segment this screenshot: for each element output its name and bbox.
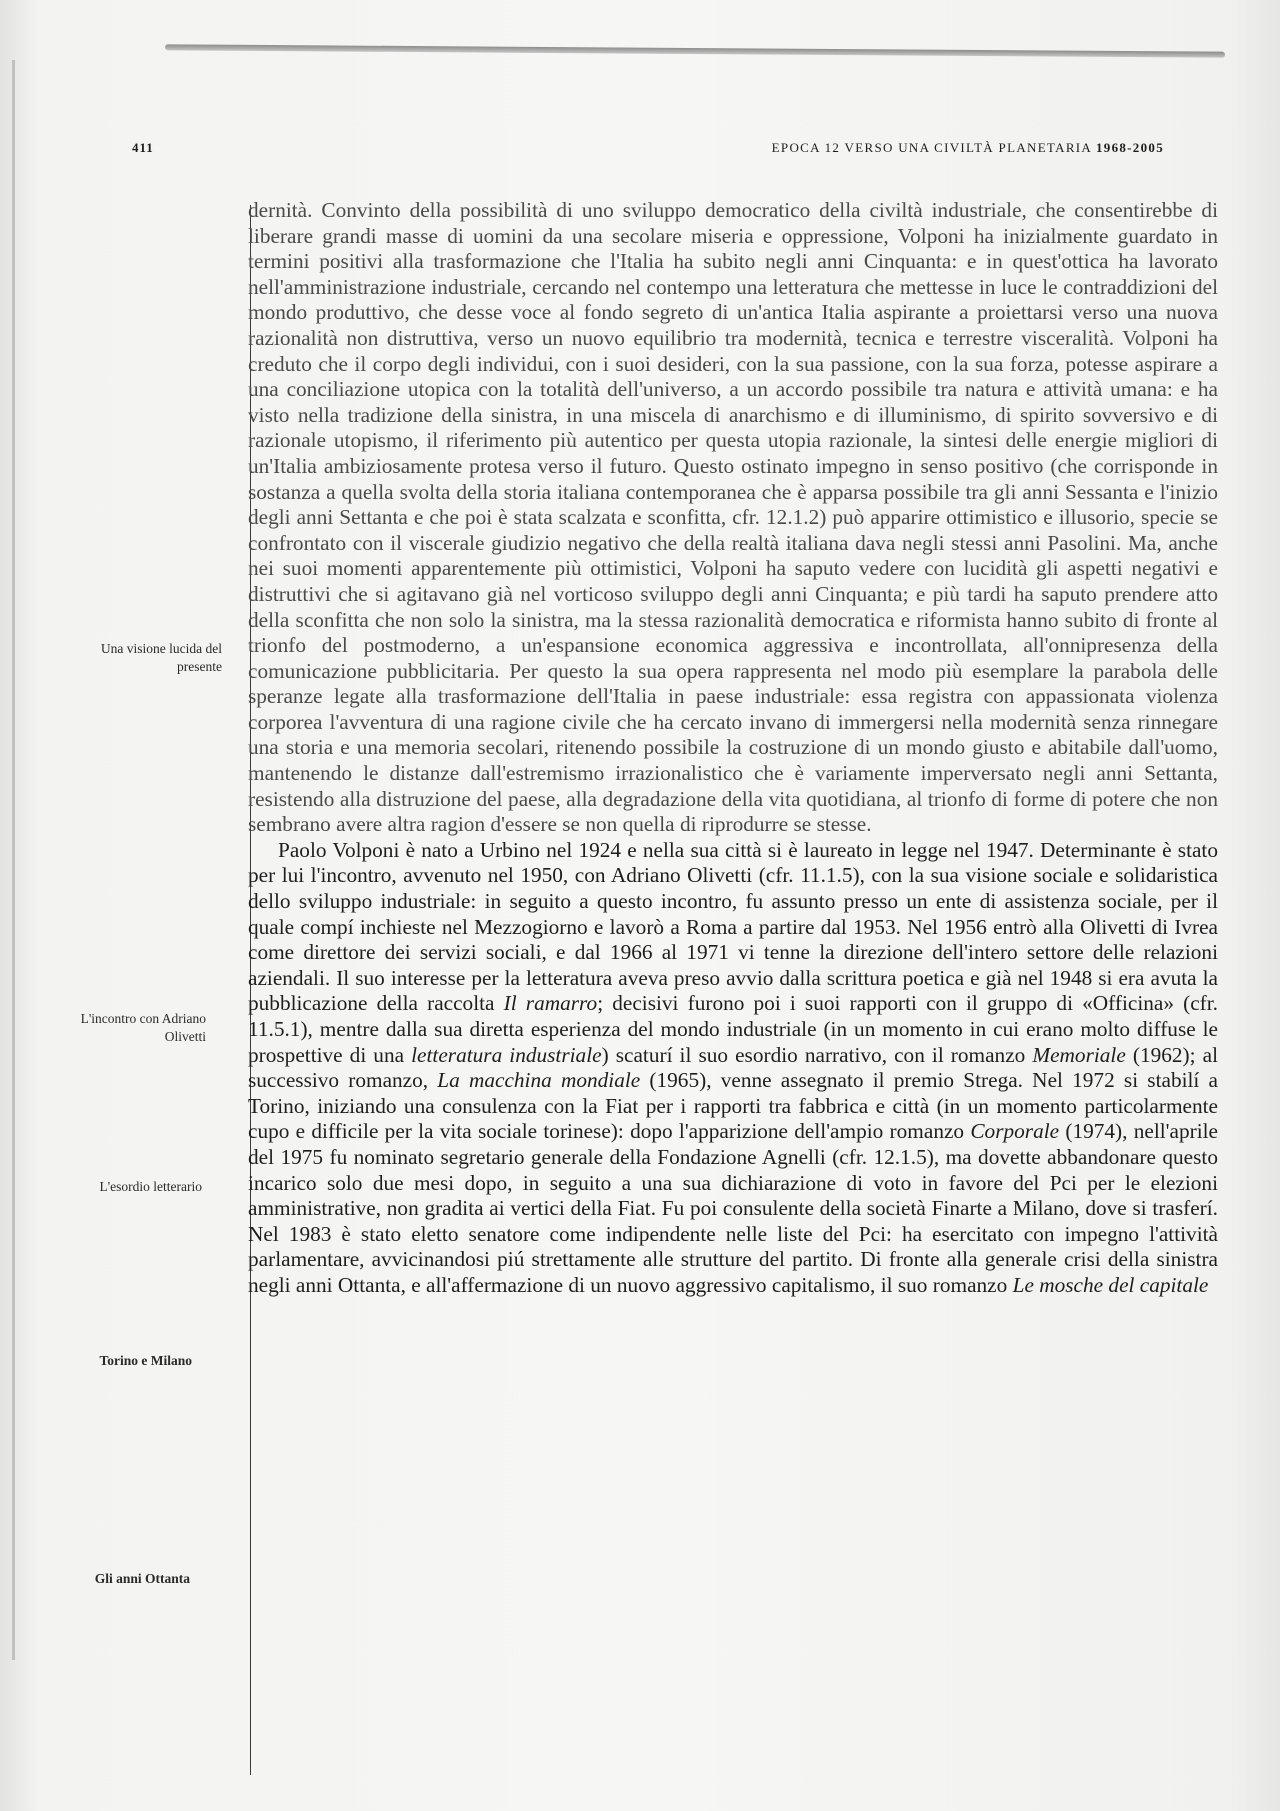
title-memoriale: Memoriale [1032,1042,1126,1067]
bio-text-6: (1974), nell'aprile del 1975 fu nominato segretario generale della Fondazione Agnelli (cfr. 12.1.5), ma dovette abbandonare questo incarico solo due mesi dopo, in seguito a una sua dichiarazione di voto in favore del Pci per le elezioni amministrative, non gradita ai vertici della Fiat. Fu poi consulente della società Finarte a Milano, dove si trasferí. Nel 1983 è stato eletto senatore come indipendente nelle liste del Pci: ha esercitato con impegno l'attività parlamentare, avvicinandosi piú strettamente alle strutture del partito. Di fronte alla generale crisi della sinistra negli anni Ottanta, e all'affermazione di un nuovo aggressivo capitalismo, il suo romanzo [248,1119,1218,1297]
title-la-macchina-mondiale: La macchina mondiale [437,1068,641,1093]
paragraph-volponi-ideology: dernità. Convinto della possibilità di uno sviluppo democratico della civiltà industriale, che consentirebbe di liberare grandi masse di uomini da una secolare miseria e oppressione, Volponi ha inizialmente guardato in termini positivi alla trasformazione che l'Italia ha subito negli anni Cinquanta: e in quest'ottica ha lavorato nell'amministrazione industriale, cercando nel contempo una letteratura che mettesse in luce le contraddizioni del mondo produttivo, che desse voce al fondo segreto di un'antica Italia aspirante a proiettarsi verso una nuova razionalità non distruttiva, verso un nuovo equilibrio tra modernità, tecnica e terrestre visceralità. Volponi ha creduto che il corpo degli individui, con i suoi desideri, con la sua passione, con la sua forza, potesse aspirare a una conciliazione utopica con la totalità dell'universo, a un accordo possibile tra natura e attività umana: e ha visto nella tradizione della sinistra, in una miscela di anarchismo e di illuminismo, di spirito sovversivo e di razionale utopismo, il riferimento più autentico per questa utopia razionale, la sintesi delle energie migliori di un'Italia ambiziosamente protesa verso il futuro. Questo ostinato impegno in senso positivo (che corrisponde in sostanza a quella svolta della storia italiana contemporanea che è apparsa possibile tra gli anni Sessanta e l'inizio degli anni Settanta e che poi è stata scalzata e sconfitta, cfr. 12.1.2) può apparire ottimistico e illusorio, specie se confrontato con il viscerale giudizio negativo che della realtà italiana dava negli stessi anni Pasolini. Ma, anche nei suoi momenti apparentemente più ottimistici, Volponi ha saputo vedere con lucidità gli aspetti negativi e distruttivi che si agitavano già nel vorticoso sviluppo degli anni Cinquanta; e più tardi ha saputo prendere atto della sconfitta che non solo la sinistra, ma la stessa razionalità democratica e riformista hanno subito di fronte al trionfo del postmoderno, a un'espansione economica aggressiva e incontrollata, all'onnipresenza della comunicazione pubblicitaria. Per questo la sua opera rappresenta nel modo più esemplare la parabola delle speranze legate alla trasformazione dell'Italia in paese industriale: essa registra con appassionata violenza corporea l'avventura di una ragione civile che ha cercato invano di immergersi nella modernità senza rinnegare una storia e una memoria secolari, ritenendo possibile la costruzione di un mondo giusto e abitabile dall'uomo, mantenendo le distanze dall'estremismo irrazionalistico che è variamente imperversato negli anni Settanta, resistendo alla distruzione del paese, alla degradazione della vita quotidiana, al trionfo di forme di potere che non sembrano avere altra ragion d'essere se non quella di riprodurre se stesse. [248,198,1218,837]
margin-note-visione: Una visione lucida del presente [100,641,222,674]
page-left-edge [12,60,15,1660]
running-head-title: EPOCA 12 VERSO UNA CIVILTÀ PLANETARIA [771,140,1092,155]
margin-note-esordio: L'esordio letterario [99,1179,202,1194]
title-corporale: Corporale [970,1119,1060,1144]
bio-text-2: ; decisivi furono poi i suoi rapporti con il gruppo di «Officina» (cfr. 11.5.1), mentre dalla sua diretta esperienza del mondo industriale (in un momento in cui erano molto diffuse le prospettive di una [248,991,1219,1067]
bio-text-4: (1962); al successivo romanzo, [248,1042,1218,1093]
body-text [248,198,1218,1299]
term-letteratura-industriale: letteratura industriale [411,1042,602,1067]
page-top-shadow [165,44,1225,57]
margin-note-anni-ottanta: Gli anni Ottanta [94,1571,190,1586]
page-header [132,140,1164,160]
margin-note-torino-milano: Torino e Milano [99,1353,192,1368]
bio-text-3: ) scaturí il suo esordio narrativo, con il romanzo [601,1042,1033,1067]
bio-text-5: (1965), venne assegnato il premio Strega. Nel 1972 si stabilí a Torino, iniziando una consulenza con la Fiat per i rapporti tra fabbrica e città (in un momento particolarmente cupo e difficile per la vita sociale torinese): dopo l'apparizione dell'ampio romanzo [248,1068,1218,1144]
paragraph-volponi-biography [248,838,1218,1299]
title-le-mosche-del-capitale: Le mosche del capitale [1012,1272,1209,1297]
page-number: 411 [132,140,154,155]
bio-text-1: Paolo Volponi è nato a Urbino nel 1924 e nella sua città si è laureato in legge nel 1947. Determinante è stato per lui l'incontro, avvenuto nel 1950, con Adriano Olivetti (cfr. 11.1.5), con la sua visione sociale e solidaristica dello sviluppo industriale: in seguito a questo incontro, fu assunto presso un ente di assistenza sociale, per il quale compí inchieste nel Mezzogiorno e lavorò a Roma a partire dal 1953. Nel 1956 entrò alla Olivetti di Ivrea come direttore dei servizi sociali, e dal 1966 al 1971 vi tenne la direzione dell'intero settore delle relazioni aziendali. Il suo interesse per la letteratura aveva preso avvio dalla scrittura poetica e già nel 1948 si era avuta la pubblicazione della raccolta [248,837,1218,1016]
title-il-ramarro: Il ramarro [503,991,598,1016]
running-head [772,140,1164,156]
running-head-years: 1968-2005 [1095,140,1164,155]
margin-note-olivetti: L'incontro con Adriano Olivetti [80,1011,206,1044]
